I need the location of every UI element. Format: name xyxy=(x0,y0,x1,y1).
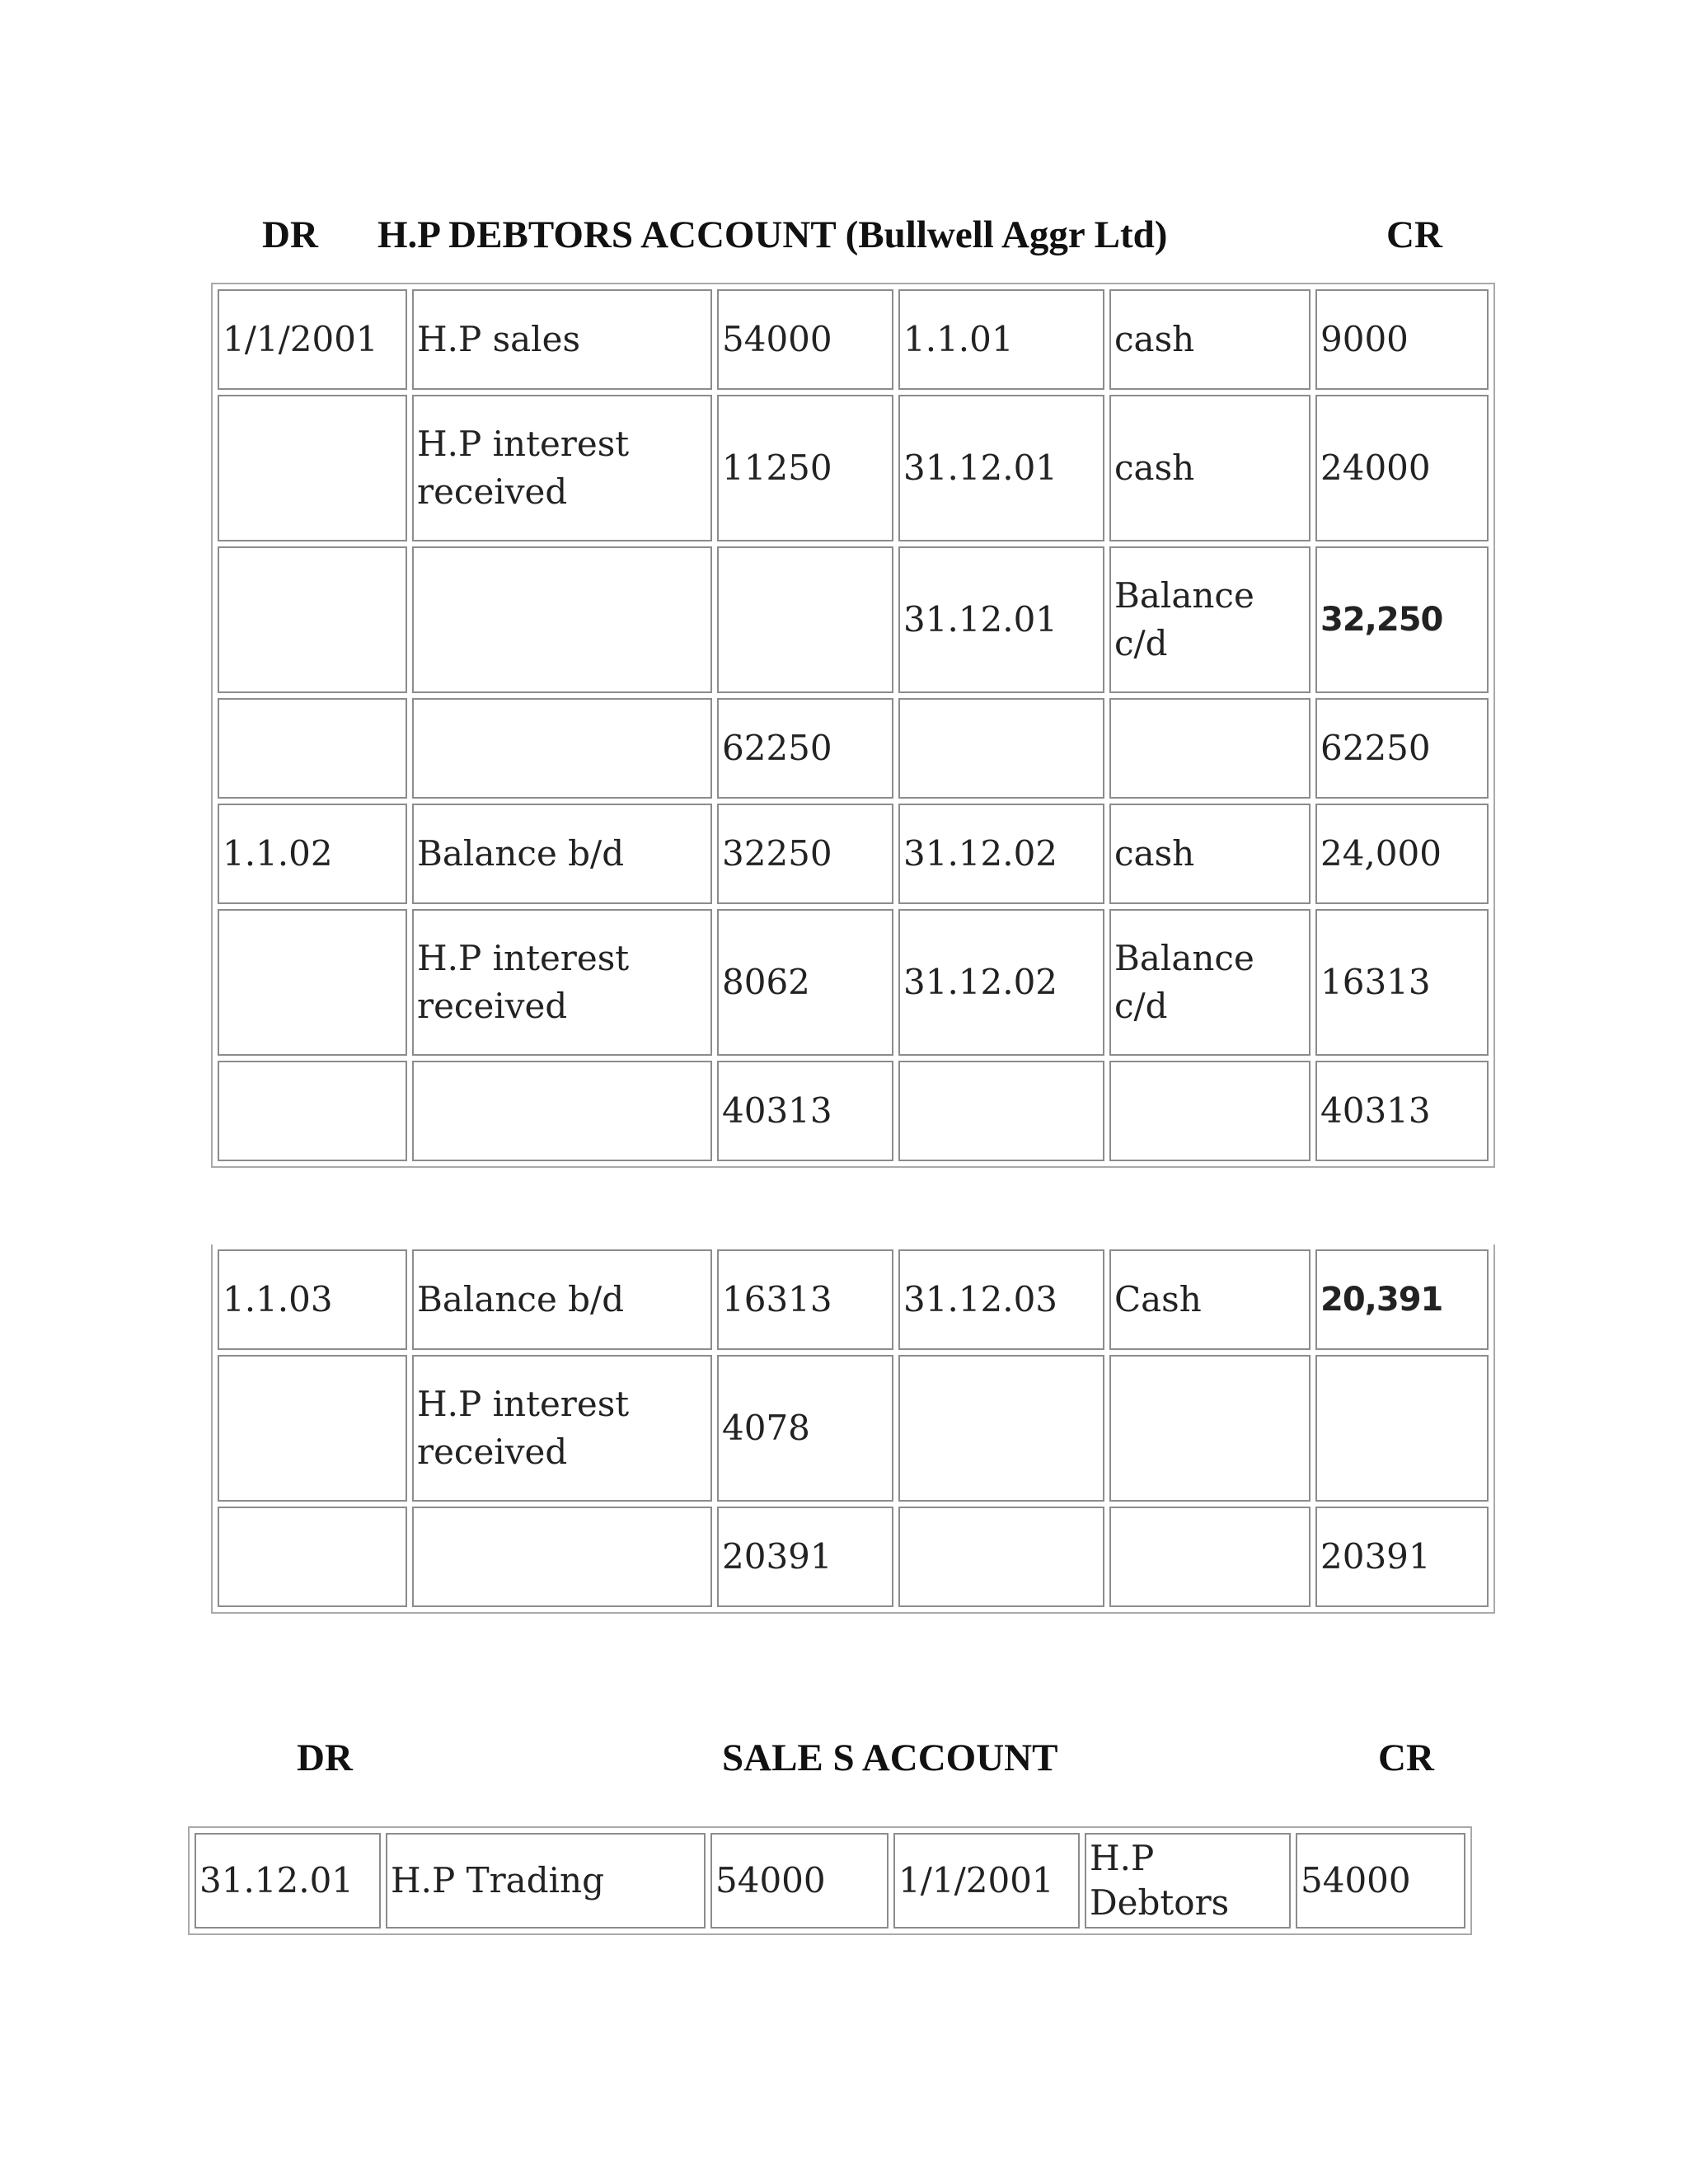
dr-date-cell xyxy=(218,1061,407,1161)
cr-date-cell xyxy=(898,698,1104,799)
dr-amount-cell xyxy=(717,546,893,693)
cr-total-cell: 40313 xyxy=(1315,1061,1489,1161)
dr-total-cell: 20391 xyxy=(717,1507,893,1607)
debtors-account-title: H.P DEBTORS ACCOUNT (Bullwell Aggr Ltd) xyxy=(377,213,1168,256)
dr-particulars-cell xyxy=(412,546,712,693)
sales-dr-label: DR xyxy=(297,1736,353,1779)
cr-amount-cell: 24000 xyxy=(1315,395,1489,541)
ledger-row xyxy=(218,1355,1489,1502)
dr-particulars-cell: H.P sales xyxy=(412,289,712,390)
ledger-row xyxy=(218,1061,1489,1161)
dr-amount-cell: 4078 xyxy=(717,1355,893,1502)
cr-amount-cell: 20,391 xyxy=(1315,1249,1489,1350)
cr-amount-cell xyxy=(1315,1355,1489,1502)
cr-date-cell: 31.12.03 xyxy=(898,1249,1104,1350)
dr-particulars-cell xyxy=(412,1507,712,1607)
dr-particulars-cell: H.P interest received xyxy=(412,909,712,1056)
cr-particulars-cell: Balance c/d xyxy=(1109,909,1311,1056)
cr-date-cell xyxy=(898,1355,1104,1502)
sales-cr-label: CR xyxy=(1378,1736,1434,1779)
dr-date-cell xyxy=(218,909,407,1056)
cr-amount-cell: 54000 xyxy=(1296,1833,1465,1929)
cr-date-cell: 31.12.02 xyxy=(898,909,1104,1056)
cr-amount-cell: 16313 xyxy=(1315,909,1489,1056)
debtors-ledger-table-part2 xyxy=(211,1244,1495,1614)
cr-date-cell: 31.12.01 xyxy=(898,546,1104,693)
cr-total-cell: 20391 xyxy=(1315,1507,1489,1607)
ledger-row xyxy=(218,909,1489,1056)
cr-particulars-cell: cash xyxy=(1109,395,1311,541)
cr-amount-cell: 32,250 xyxy=(1315,546,1489,693)
page-break-gap xyxy=(198,1174,1517,1249)
dr-particulars-cell xyxy=(412,1061,712,1161)
dr-date-cell xyxy=(218,395,407,541)
cr-date-cell: 31.12.02 xyxy=(898,804,1104,904)
cr-particulars-cell: cash xyxy=(1109,289,1311,390)
dr-date-cell: 1.1.02 xyxy=(218,804,407,904)
cr-date-cell: 31.12.01 xyxy=(898,395,1104,541)
ledger-row xyxy=(195,1833,1465,1929)
cr-particulars-cell xyxy=(1109,1061,1311,1161)
debtors-cr-label: CR xyxy=(1386,213,1442,256)
dr-total-cell: 62250 xyxy=(717,698,893,799)
dr-particulars-cell: H.P Trading xyxy=(386,1833,706,1929)
dr-particulars-cell: Balance b/d xyxy=(412,804,712,904)
sales-ledger-table xyxy=(188,1826,1472,1935)
cr-particulars-cell xyxy=(1109,1355,1311,1502)
ledger-row xyxy=(218,546,1489,693)
cr-amount-cell: 24,000 xyxy=(1315,804,1489,904)
cr-date-cell xyxy=(898,1061,1104,1161)
dr-amount-cell: 16313 xyxy=(717,1249,893,1350)
dr-amount-cell: 11250 xyxy=(717,395,893,541)
dr-date-cell: 31.12.01 xyxy=(195,1833,381,1929)
cr-date-cell: 1/1/2001 xyxy=(893,1833,1080,1929)
cr-amount-cell: 9000 xyxy=(1315,289,1489,390)
dr-particulars-cell xyxy=(412,698,712,799)
dr-amount-cell: 54000 xyxy=(710,1833,889,1929)
dr-particulars-cell: Balance b/d xyxy=(412,1249,712,1350)
cr-particulars-cell xyxy=(1109,698,1311,799)
debtors-ledger-table-part1 xyxy=(211,283,1495,1168)
cr-date-cell xyxy=(898,1507,1104,1607)
dr-amount-cell: 8062 xyxy=(717,909,893,1056)
cr-particulars-cell xyxy=(1109,1507,1311,1607)
ledger-row xyxy=(218,1249,1489,1350)
dr-date-cell xyxy=(218,1507,407,1607)
dr-date-cell xyxy=(218,698,407,799)
dr-date-cell xyxy=(218,546,407,693)
ledger-row xyxy=(218,395,1489,541)
dr-particulars-cell: H.P interest received xyxy=(412,395,712,541)
ledger-row xyxy=(218,804,1489,904)
ledger-row xyxy=(218,289,1489,390)
dr-particulars-cell: H.P interest received xyxy=(412,1355,712,1502)
dr-amount-cell: 32250 xyxy=(717,804,893,904)
ledger-row xyxy=(218,1507,1489,1607)
dr-date-cell xyxy=(218,1355,407,1502)
dr-total-cell: 40313 xyxy=(717,1061,893,1161)
ledger-row xyxy=(218,698,1489,799)
dr-date-cell: 1/1/2001 xyxy=(218,289,407,390)
cr-particulars-cell: H.P Debtors xyxy=(1085,1833,1291,1929)
debtors-dr-label: DR xyxy=(262,213,318,256)
sales-account-title: SALE S ACCOUNT xyxy=(722,1736,1058,1779)
cr-particulars-cell: Cash xyxy=(1109,1249,1311,1350)
dr-amount-cell: 54000 xyxy=(717,289,893,390)
cr-particulars-cell: cash xyxy=(1109,804,1311,904)
cr-total-cell: 62250 xyxy=(1315,698,1489,799)
cr-particulars-cell: Balance c/d xyxy=(1109,546,1311,693)
dr-date-cell: 1.1.03 xyxy=(218,1249,407,1350)
cr-date-cell: 1.1.01 xyxy=(898,289,1104,390)
